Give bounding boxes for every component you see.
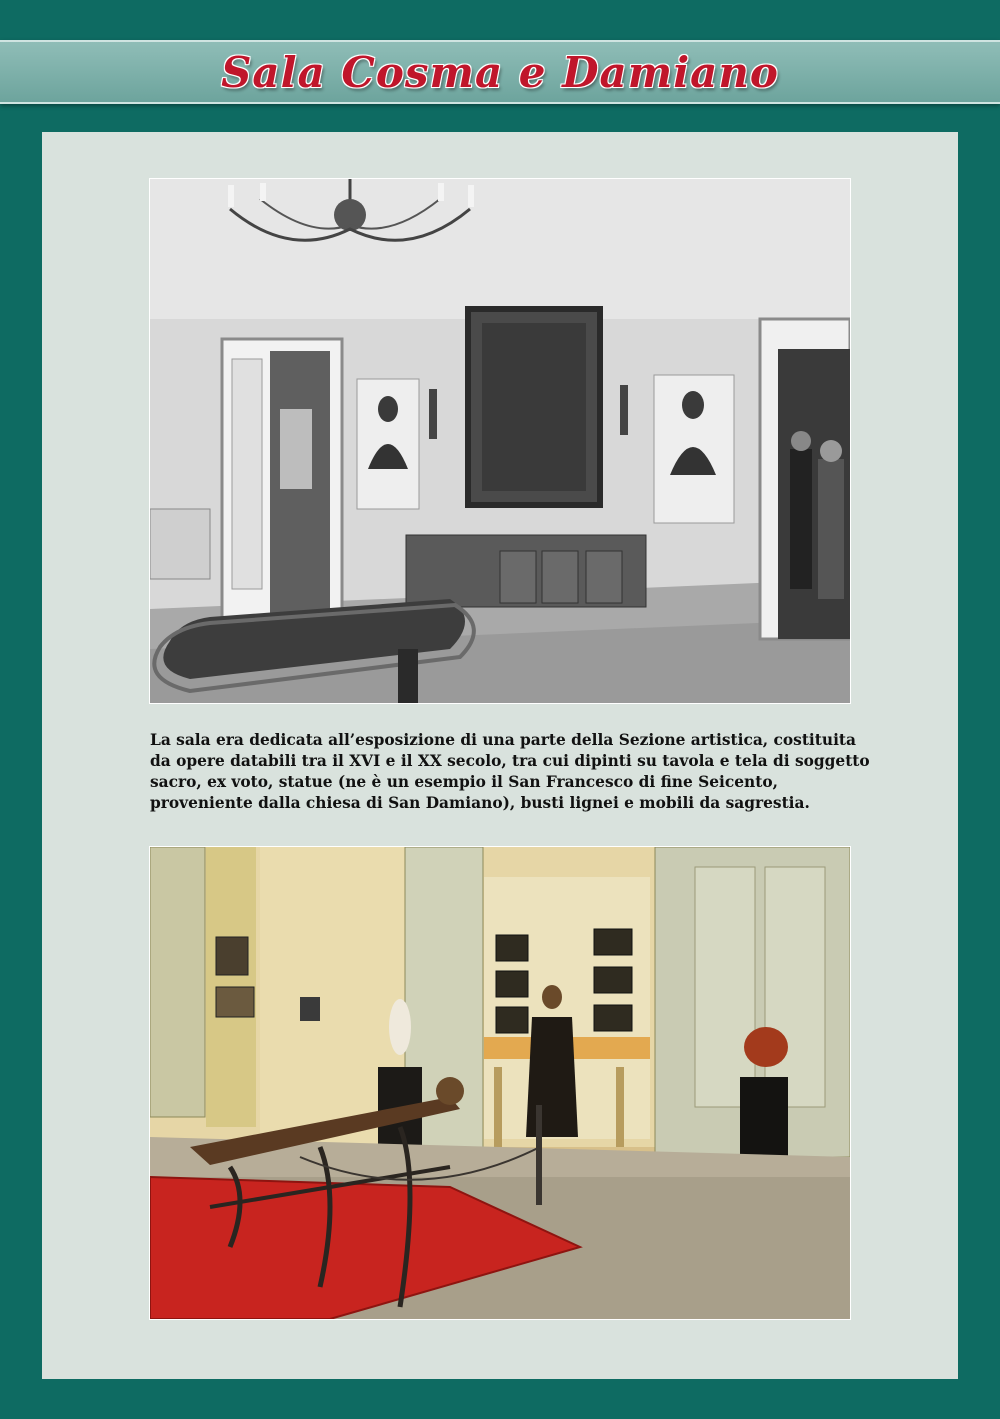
title-band xyxy=(0,40,1000,104)
content-panel xyxy=(42,132,958,1379)
bw-room-photo xyxy=(149,178,851,704)
photo-caption: La sala era dedicata all’esposizione di una parte della Sezione artistica, costituita da opere databili tra il XVI e il XX secolo, tra cui dipinti su tavola e tela di soggetto sacro, ex voto, statue (ne è un esempio il San Francesco di fine Seicento, proveniente dalla chiesa di San Damiano), busti lignei e mobili da sagrestia. xyxy=(150,731,870,812)
page-title: Sala Cosma e Damiano xyxy=(221,48,779,97)
color-room-photo xyxy=(149,846,851,1320)
